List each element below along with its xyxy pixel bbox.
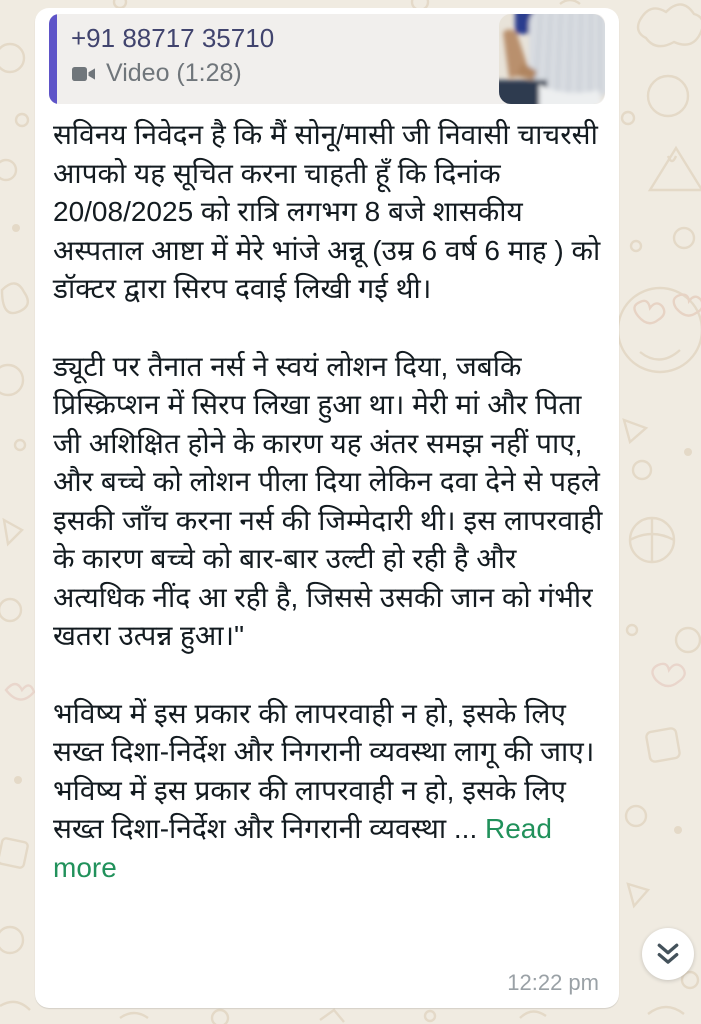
message-paragraph-truncated (53, 772, 603, 888)
quoted-message[interactable] (49, 14, 605, 104)
read-more-link[interactable]: Read more (53, 813, 552, 883)
quote-text-area (57, 14, 499, 104)
truncated-text: भविष्य में इस प्रकार की लापरवाही न हो, इसके लिए सख्त दिशा-निर्देश और निगरानी व्यवस्था ... (53, 774, 566, 844)
video-thumbnail[interactable] (499, 14, 605, 104)
message-paragraph: सविनय निवेदन है कि मैं सोनू/मासी जी निवासी चाचरसी आपको यह सूचित करना चाहती हूँ कि दिनांक 20/08/2025 को रात्रि लगभग 8 बजे शासकीय अस्पताल आष्टा में मेरे भांजे अन्नू (उम्र 6 वर्ष 6 माह ) को डॉक्टर द्वारा सिरप दवाई लिखी गई थी। (53, 119, 601, 304)
message-paragraph: भविष्य में इस प्रकार की लापरवाही न हो, इसके लिए सख्त दिशा-निर्देश और निगरानी व्यवस्था लागू की जाए। (53, 697, 595, 767)
double-chevron-down-icon (653, 939, 683, 969)
message-text (49, 110, 605, 887)
scroll-to-bottom-button[interactable] (642, 928, 694, 980)
quote-accent-bar (49, 14, 57, 104)
message-paragraph: ड्यूटी पर तैनात नर्स ने स्वयं लोशन दिया, जबकि प्रिस्क्रिप्शन में सिरप लिखा हुआ था। मेरी मां और पिता जी अशिक्षित होने के कारण यह अंतर समझ नहीं पाए, और बच्चे को लोशन पीला दिया लेकिन दवा देने से पहले इसकी जाँच करना नर्स की जिम्मेदारी थी। इस लापरवाही के कारण बच्चे को बार-बार उल्टी हो रही है और अत्यधिक नींद आ रही है, जिससे उसकी जान को गंभीर खतरा उत्पन्न हुआ।" (53, 350, 603, 651)
message-timestamp: 12:22 pm (507, 970, 599, 995)
incoming-message-bubble[interactable] (35, 8, 619, 1008)
quoted-sender-number: +91 88717 35710 (71, 23, 275, 53)
quoted-media-label: Video (1:28) (106, 59, 242, 88)
video-camera-icon (71, 64, 97, 84)
